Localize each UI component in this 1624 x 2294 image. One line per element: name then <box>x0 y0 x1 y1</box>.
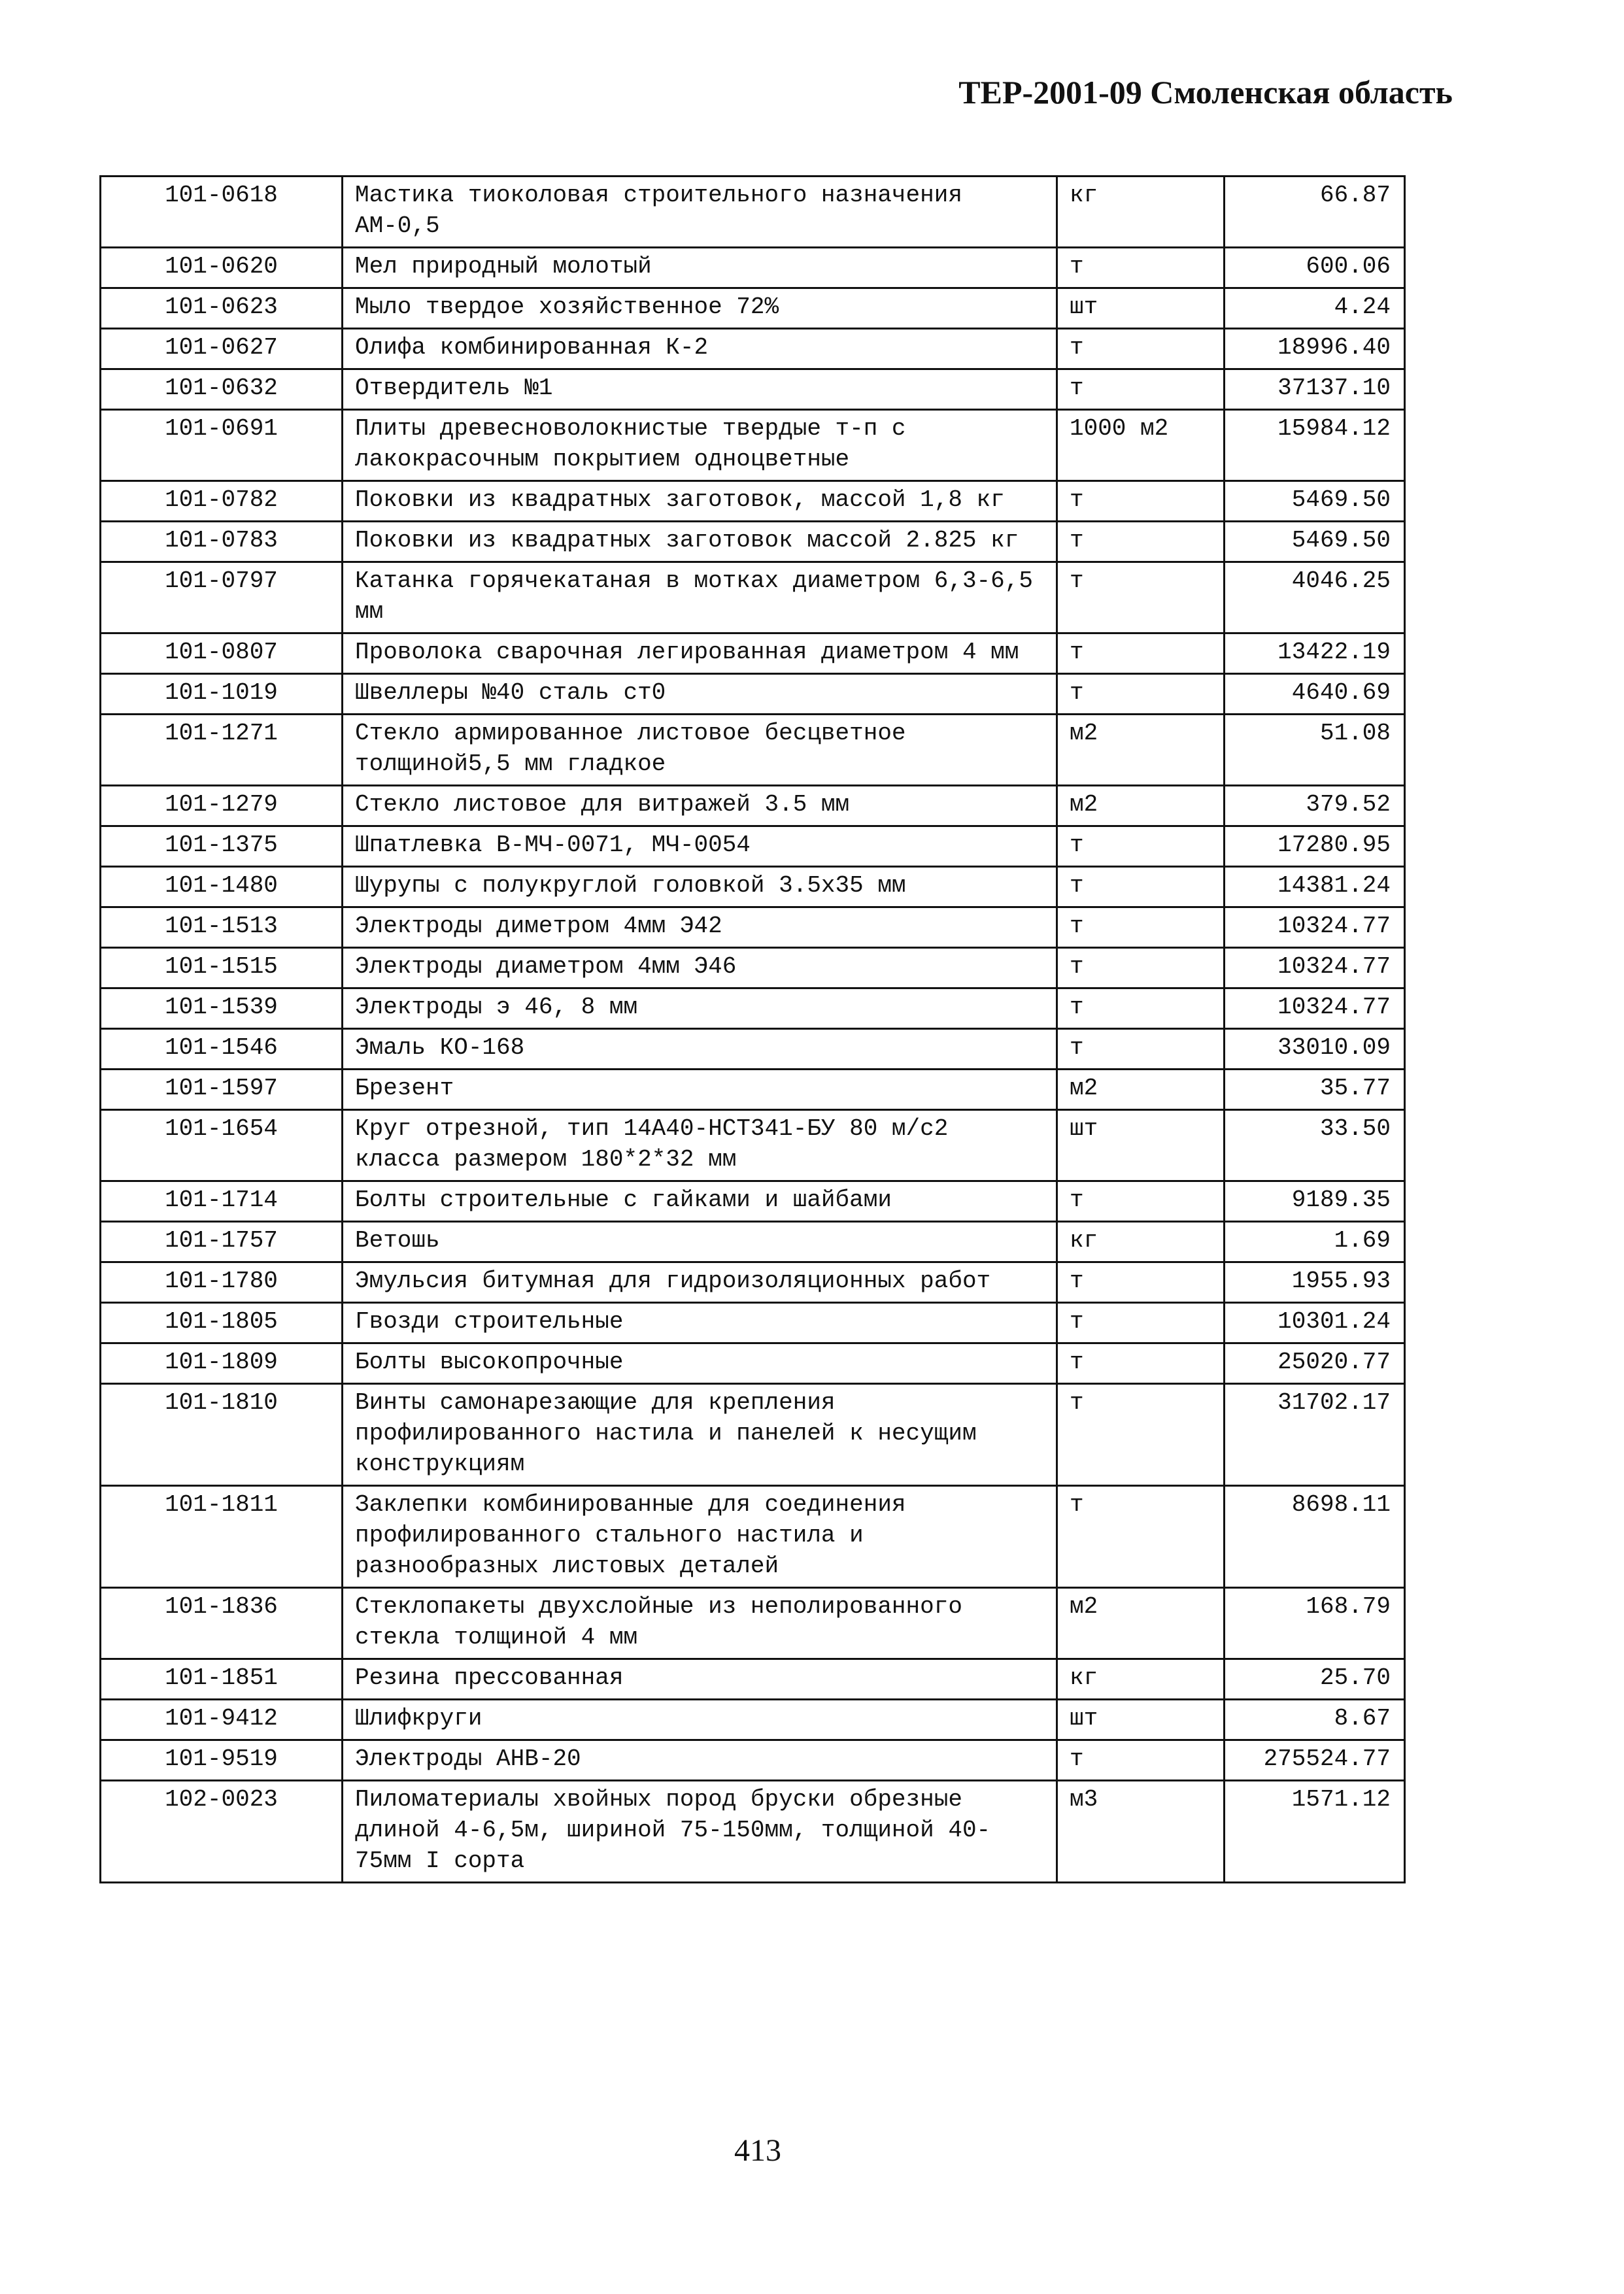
material-name-cell: Заклепки комбинированные для соединения профилированного стального настила и разнообразных листовых деталей <box>343 1486 1057 1588</box>
unit-cell: т <box>1057 826 1225 867</box>
material-code-cell: 101-9519 <box>101 1740 343 1781</box>
table-row <box>101 633 1405 674</box>
unit-cell: т <box>1057 562 1225 633</box>
table-row <box>101 1343 1405 1384</box>
unit-cell: шт <box>1057 288 1225 329</box>
price-cell: 25020.77 <box>1225 1343 1405 1384</box>
price-cell: 9189.35 <box>1225 1181 1405 1222</box>
price-cell: 10324.77 <box>1225 988 1405 1029</box>
material-code-cell: 101-1810 <box>101 1384 343 1486</box>
price-cell: 18996.40 <box>1225 329 1405 369</box>
material-name-cell: Отвердитель №1 <box>343 369 1057 410</box>
unit-cell: т <box>1057 1262 1225 1303</box>
price-cell: 5469.50 <box>1225 481 1405 522</box>
unit-cell: т <box>1057 1303 1225 1343</box>
price-cell: 33010.09 <box>1225 1029 1405 1070</box>
table-row <box>101 1700 1405 1740</box>
material-name-cell: Эмаль КО-168 <box>343 1029 1057 1070</box>
unit-cell: т <box>1057 1486 1225 1588</box>
material-code-cell: 101-1805 <box>101 1303 343 1343</box>
material-code-cell: 101-1279 <box>101 786 343 826</box>
material-name-cell: Ветошь <box>343 1222 1057 1262</box>
material-name-cell: Винты самонарезающие для крепления профилированного настила и панелей к несущим конструкциям <box>343 1384 1057 1486</box>
table-row <box>101 177 1405 248</box>
material-code-cell: 101-1809 <box>101 1343 343 1384</box>
price-cell: 13422.19 <box>1225 633 1405 674</box>
price-cell: 8698.11 <box>1225 1486 1405 1588</box>
table-row <box>101 1486 1405 1588</box>
material-code-cell: 101-0797 <box>101 562 343 633</box>
unit-cell: т <box>1057 1384 1225 1486</box>
unit-cell: т <box>1057 674 1225 715</box>
table-row <box>101 948 1405 988</box>
price-cell: 8.67 <box>1225 1700 1405 1740</box>
page-header-title: ТЕР-2001-09 Смоленская область <box>958 74 1453 110</box>
unit-cell: м2 <box>1057 1588 1225 1659</box>
unit-cell: м3 <box>1057 1781 1225 1883</box>
material-code-cell: 101-1851 <box>101 1659 343 1700</box>
price-cell: 15984.12 <box>1225 410 1405 481</box>
table-row <box>101 786 1405 826</box>
material-code-cell: 101-0807 <box>101 633 343 674</box>
unit-cell: т <box>1057 948 1225 988</box>
price-cell: 379.52 <box>1225 786 1405 826</box>
price-cell: 35.77 <box>1225 1070 1405 1110</box>
material-name-cell: Электроды э 46, 8 мм <box>343 988 1057 1029</box>
table-row <box>101 248 1405 288</box>
price-cell: 4640.69 <box>1225 674 1405 715</box>
unit-cell: т <box>1057 988 1225 1029</box>
unit-cell: т <box>1057 867 1225 907</box>
price-cell: 5469.50 <box>1225 522 1405 562</box>
material-code-cell: 101-0627 <box>101 329 343 369</box>
material-code-cell: 101-0783 <box>101 522 343 562</box>
material-name-cell: Стекло листовое для витражей 3.5 мм <box>343 786 1057 826</box>
material-name-cell: Стеклопакеты двухслойные из неполированного стекла толщиной 4 мм <box>343 1588 1057 1659</box>
table-row <box>101 867 1405 907</box>
unit-cell: кг <box>1057 1222 1225 1262</box>
unit-cell: т <box>1057 481 1225 522</box>
material-code-cell: 101-1513 <box>101 907 343 948</box>
material-name-cell: Мыло твердое хозяйственное 72% <box>343 288 1057 329</box>
table-row <box>101 1181 1405 1222</box>
price-cell: 1571.12 <box>1225 1781 1405 1883</box>
material-code-cell: 101-1480 <box>101 867 343 907</box>
price-cell: 1.69 <box>1225 1222 1405 1262</box>
price-cell: 4046.25 <box>1225 562 1405 633</box>
material-code-cell: 101-9412 <box>101 1700 343 1740</box>
material-name-cell: Швеллеры №40 сталь ст0 <box>343 674 1057 715</box>
price-cell: 168.79 <box>1225 1588 1405 1659</box>
table-row <box>101 1029 1405 1070</box>
table-row <box>101 1740 1405 1781</box>
material-code-cell: 101-1836 <box>101 1588 343 1659</box>
material-code-cell: 101-0782 <box>101 481 343 522</box>
material-code-cell: 101-1714 <box>101 1181 343 1222</box>
material-code-cell: 101-1811 <box>101 1486 343 1588</box>
table-row <box>101 1222 1405 1262</box>
price-cell: 37137.10 <box>1225 369 1405 410</box>
material-name-cell: Мел природный молотый <box>343 248 1057 288</box>
material-name-cell: Болты высокопрочные <box>343 1343 1057 1384</box>
price-cell: 10301.24 <box>1225 1303 1405 1343</box>
material-name-cell: Резина прессованная <box>343 1659 1057 1700</box>
unit-cell: шт <box>1057 1110 1225 1181</box>
material-code-cell: 101-1271 <box>101 715 343 786</box>
material-code-cell: 101-1546 <box>101 1029 343 1070</box>
material-name-cell: Олифа комбинированная К-2 <box>343 329 1057 369</box>
price-cell: 25.70 <box>1225 1659 1405 1700</box>
material-code-cell: 101-1597 <box>101 1070 343 1110</box>
price-cell: 33.50 <box>1225 1110 1405 1181</box>
material-code-cell: 101-0620 <box>101 248 343 288</box>
unit-cell: шт <box>1057 1700 1225 1740</box>
unit-cell: м2 <box>1057 1070 1225 1110</box>
price-cell: 66.87 <box>1225 177 1405 248</box>
price-cell: 10324.77 <box>1225 948 1405 988</box>
table-row <box>101 1110 1405 1181</box>
material-name-cell: Пиломатериалы хвойных пород бруски обрезные длиной 4-6,5м, шириной 75-150мм, толщиной 40-75мм I сорта <box>343 1781 1057 1883</box>
material-name-cell: Катанка горячекатаная в мотках диаметром 6,3-6,5 мм <box>343 562 1057 633</box>
unit-cell: м2 <box>1057 786 1225 826</box>
unit-cell: т <box>1057 248 1225 288</box>
material-name-cell: Электроды АНВ-20 <box>343 1740 1057 1781</box>
material-name-cell: Проволока сварочная легированная диаметром 4 мм <box>343 633 1057 674</box>
material-code-cell: 102-0023 <box>101 1781 343 1883</box>
material-code-cell: 101-1757 <box>101 1222 343 1262</box>
table-row <box>101 481 1405 522</box>
material-name-cell: Плиты древесноволокнистые твердые т-п с лакокрасочным покрытием одноцветные <box>343 410 1057 481</box>
material-name-cell: Шурупы с полукруглой головкой 3.5х35 мм <box>343 867 1057 907</box>
material-code-cell: 101-0632 <box>101 369 343 410</box>
material-code-cell: 101-1375 <box>101 826 343 867</box>
price-cell: 31702.17 <box>1225 1384 1405 1486</box>
unit-cell: т <box>1057 633 1225 674</box>
table-row <box>101 1262 1405 1303</box>
material-name-cell: Шпатлевка В-МЧ-0071, МЧ-0054 <box>343 826 1057 867</box>
table-row <box>101 369 1405 410</box>
table-row <box>101 988 1405 1029</box>
table-row <box>101 826 1405 867</box>
price-cell: 51.08 <box>1225 715 1405 786</box>
table-row <box>101 1070 1405 1110</box>
unit-cell: т <box>1057 1343 1225 1384</box>
table-row <box>101 288 1405 329</box>
price-cell: 4.24 <box>1225 288 1405 329</box>
table-row <box>101 674 1405 715</box>
material-code-cell: 101-1515 <box>101 948 343 988</box>
table-row <box>101 1659 1405 1700</box>
material-name-cell: Поковки из квадратных заготовок массой 2.825 кг <box>343 522 1057 562</box>
material-name-cell: Эмульсия битумная для гидроизоляционных работ <box>343 1262 1057 1303</box>
material-code-cell: 101-0623 <box>101 288 343 329</box>
table-row <box>101 562 1405 633</box>
price-cell: 275524.77 <box>1225 1740 1405 1781</box>
unit-cell: т <box>1057 329 1225 369</box>
page-number: 413 <box>734 2133 781 2168</box>
price-table <box>99 175 1406 1883</box>
table-row <box>101 329 1405 369</box>
table-row <box>101 1303 1405 1343</box>
material-code-cell: 101-1539 <box>101 988 343 1029</box>
table-body <box>101 177 1405 1883</box>
unit-cell: кг <box>1057 177 1225 248</box>
material-code-cell: 101-0618 <box>101 177 343 248</box>
table-row <box>101 410 1405 481</box>
table-row <box>101 907 1405 948</box>
material-name-cell: Электроды диаметром 4мм Э46 <box>343 948 1057 988</box>
material-name-cell: Шлифкруги <box>343 1700 1057 1740</box>
unit-cell: т <box>1057 1181 1225 1222</box>
material-code-cell: 101-1019 <box>101 674 343 715</box>
material-name-cell: Стекло армированное листовое бесцветное толщиной5,5 мм гладкое <box>343 715 1057 786</box>
unit-cell: т <box>1057 369 1225 410</box>
table-row <box>101 1384 1405 1486</box>
table-row <box>101 715 1405 786</box>
unit-cell: т <box>1057 907 1225 948</box>
price-cell: 10324.77 <box>1225 907 1405 948</box>
table-row <box>101 1781 1405 1883</box>
price-cell: 14381.24 <box>1225 867 1405 907</box>
material-name-cell: Брезент <box>343 1070 1057 1110</box>
unit-cell: т <box>1057 1029 1225 1070</box>
price-cell: 1955.93 <box>1225 1262 1405 1303</box>
material-code-cell: 101-0691 <box>101 410 343 481</box>
material-name-cell: Поковки из квадратных заготовок, массой 1,8 кг <box>343 481 1057 522</box>
unit-cell: 1000 м2 <box>1057 410 1225 481</box>
material-name-cell: Гвозди строительные <box>343 1303 1057 1343</box>
material-code-cell: 101-1780 <box>101 1262 343 1303</box>
material-code-cell: 101-1654 <box>101 1110 343 1181</box>
table-row <box>101 1588 1405 1659</box>
unit-cell: кг <box>1057 1659 1225 1700</box>
unit-cell: м2 <box>1057 715 1225 786</box>
price-cell: 600.06 <box>1225 248 1405 288</box>
unit-cell: т <box>1057 1740 1225 1781</box>
table-row <box>101 522 1405 562</box>
price-cell: 17280.95 <box>1225 826 1405 867</box>
material-name-cell: Круг отрезной, тип 14А40-НСТ341-БУ 80 м/с2 класса размером 180*2*32 мм <box>343 1110 1057 1181</box>
unit-cell: т <box>1057 522 1225 562</box>
material-name-cell: Мастика тиоколовая строительного назначения АМ-0,5 <box>343 177 1057 248</box>
material-name-cell: Электроды диметром 4мм Э42 <box>343 907 1057 948</box>
material-name-cell: Болты строительные с гайками и шайбами <box>343 1181 1057 1222</box>
